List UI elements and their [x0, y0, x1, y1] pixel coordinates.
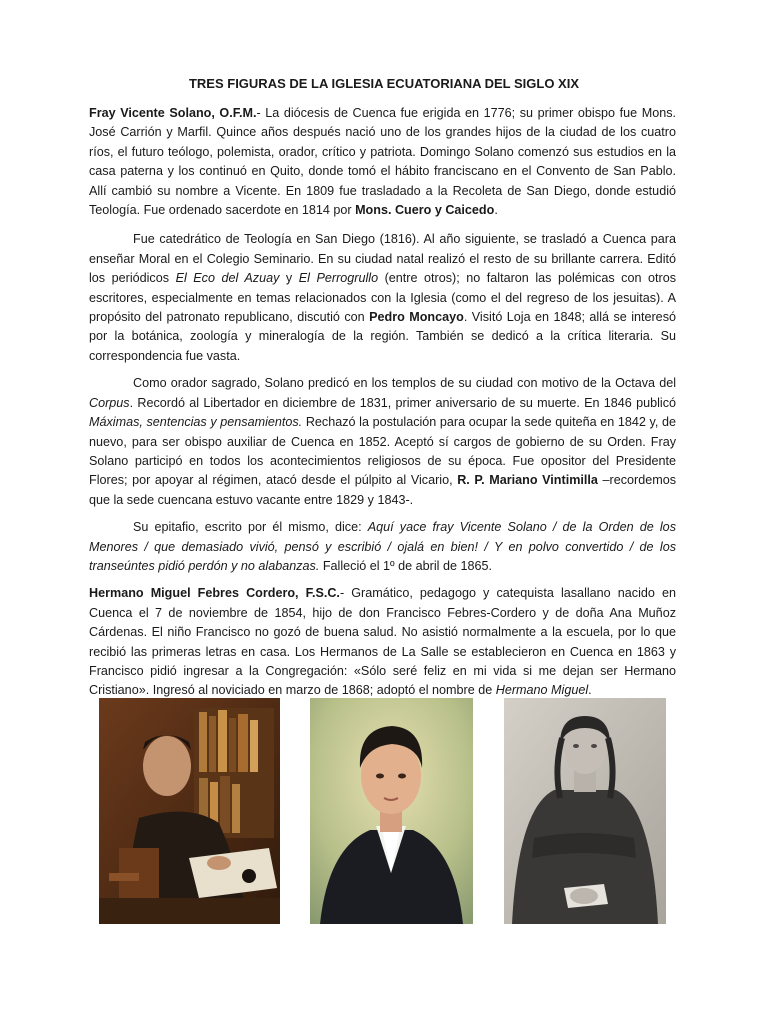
- text-run: - Gramático, pedagogo y catequista lasallano nacido en Cuenca el 7 de noviembre de 1854, hijo de don Francisco Febres-Cordero y de doña Ana Muñoz Cárdenas. El niño Francisco no gozó de buena salud. No asistió normalmente a la escuela, por lo que recibió las primeras letras en casa. Los Hermanos de La Salle se establecieron en Cuenca en 1863 y Francisco pidió ingresar a la Congregación: «Sólo seré feliz en mi vida si me dejan ser Hermano Cristiano». Ingresó al noviciado en marzo de 1868; adoptó el nombre de: [89, 586, 676, 698]
- italic-run: El Perrogrullo: [298, 271, 379, 286]
- text-run: .: [588, 683, 592, 698]
- italic-run: Corpus: [89, 395, 130, 410]
- text-run: Falleció el 1º de abril de 1865.: [319, 558, 492, 573]
- name-solano: Fray Vicente Solano, O.F.M.: [89, 106, 257, 120]
- bold-run: R. P. Mariano Vintimilla: [457, 473, 598, 488]
- paragraph-solano-career: [89, 230, 676, 366]
- text-run: Fue catedrático de Teología en San Diego (1816). Al año siguiente, se trasladó a Cuenca para enseñar Moral en el Colegio Seminario. En su ciudad natal realizó el resto de su brillante carrera. Editó los periódicos: [89, 232, 676, 286]
- portrait-hermano-miguel-image: [310, 698, 473, 924]
- text-run: –recordemos que la sede cuencana estuvo vacante entre 1829 y 1843-.: [89, 473, 677, 507]
- italic-run: Máximas, sentencias y pensamientos.: [89, 415, 303, 430]
- bold-run: Mons. Cuero y Caicedo: [355, 203, 495, 218]
- document-title: TRES FIGURAS DE LA IGLESIA ECUATORIANA DEL SIGLO XIX: [188, 76, 580, 91]
- text-run: y: [279, 271, 299, 286]
- text-run: - La diócesis de Cuenca fue erigida en 1776; su primer obispo fue Mons. José Carrión y Marfil. Quince años después nació uno de los grandes hijos de la ciudad de los cuatro ríos, el futuro teólogo, polemista, orador, crítico y patriota. Domingo Solano comenzó sus estudios en la casa paterna y los continuó en Quito, donde tomó el hábito franciscano en el Convento de San Pablo. Allí cambió su nombre a Vicente. En 1809 fue trasladado a la Recoleta de San Diego, donde estudió Teología. Fue ordenado sacerdote en 1814 por: [89, 106, 676, 218]
- portraits-row: [0, 698, 768, 924]
- text-run: . Recordó al Libertador en diciembre de 1831, primer aniversario de su muerte. En 1846 publicó: [129, 395, 676, 410]
- paragraph-solano-epitaph: [89, 518, 676, 576]
- portrait-hermano-miguel: [310, 698, 473, 924]
- text-run: . Visitó Loja en 1848; allá se interesó por la botánica, zoología y mineralogía de la región. También se dedicó a la crítica literaria. Su correspondencia fue vasta.: [89, 310, 676, 363]
- paragraph-solano-orator: [89, 374, 676, 510]
- italic-run: El Eco del Azuay: [175, 271, 280, 286]
- portrait-solano: [99, 698, 280, 924]
- text-run: Como orador sagrado, Solano predicó en los templos de su ciudad con motivo de la Octava del: [133, 376, 676, 391]
- paragraph-solano-intro: [89, 104, 676, 220]
- portrait-solano-image: [99, 698, 280, 924]
- name-hermano-miguel: Hermano Miguel Febres Cordero, F.S.C.: [89, 586, 340, 601]
- italic-run: Hermano Miguel: [495, 683, 589, 698]
- paragraph-hermano-miguel: [89, 584, 676, 700]
- text-run: .: [494, 203, 498, 218]
- portrait-woman-photo-image: [504, 698, 666, 924]
- bold-run: Pedro Moncayo: [369, 310, 464, 325]
- text-run: (entre otros); no faltaron las polémicas con otros escritores, especialmente en temas relacionados con la Iglesia (como el del regreso de los jesuitas). A propósito del patronato republicano, discutió con: [89, 271, 676, 325]
- document-body: [89, 104, 676, 709]
- text-run: Su epitafio, escrito por él mismo, dice:: [133, 520, 368, 535]
- text-run: Rechazó la postulación para ocupar la sede quiteña en 1842 y, de nuevo, para ser obispo auxiliar de Cuenca en 1852. Aceptó sí cargos de gobierno de su Orden. Fray Solano participó en todos los acontecimientos religiosos de su época. Fue opositor del Presidente Flores; por apoyar al régimen, atacó desde el púlpito al Vicario,: [89, 415, 676, 488]
- portrait-woman-photo: [504, 698, 666, 924]
- italic-run: Aquí yace fray Vicente Solano / de la Orden de los Menores / que demasiado vivió, pensó y escribió / ojalá en bien! / Y en polvo convertido / de los transeúntes pidió perdón y no alabanzas.: [89, 520, 676, 573]
